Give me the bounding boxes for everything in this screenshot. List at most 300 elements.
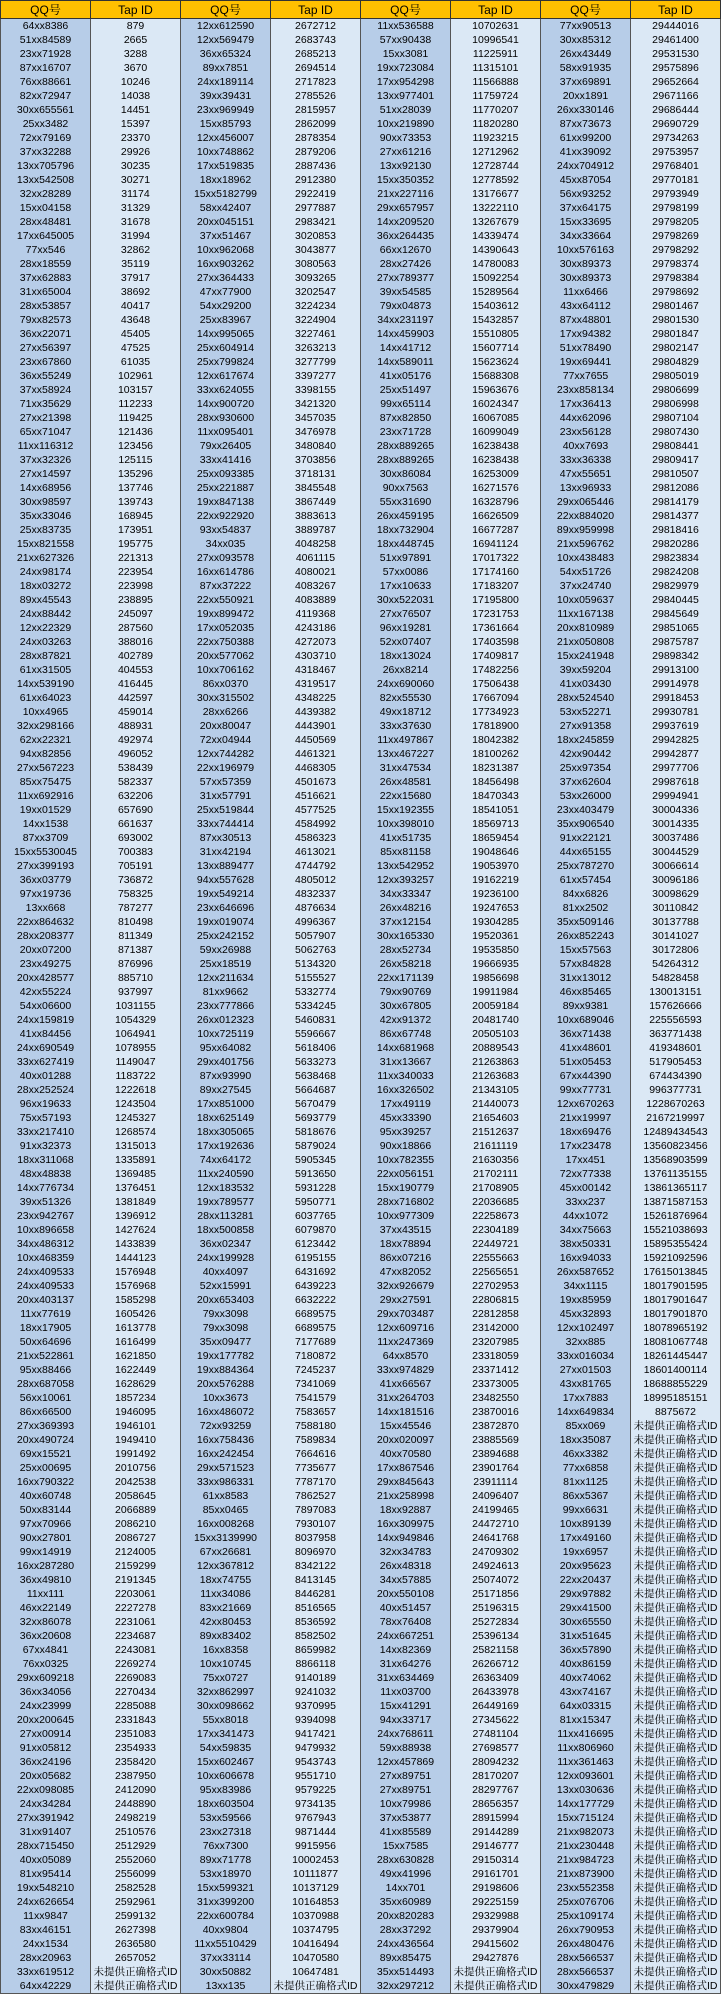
qq-cell: 24xx1534 (1, 1937, 91, 1951)
qq-cell: 30xx98597 (1, 495, 91, 509)
tapid-cell: 28656357 (451, 1797, 541, 1811)
qq-cell: 87xx3709 (1, 831, 91, 845)
tapid-cell: 13871587153 (631, 1195, 721, 1209)
tapid-cell: 5618406 (271, 1041, 361, 1055)
qq-cell: 24xx690060 (361, 677, 451, 691)
tapid-cell: 26433978 (451, 1685, 541, 1699)
qq-cell: 24xx704912 (541, 159, 631, 173)
qq-cell: 20xx05682 (1, 1769, 91, 1783)
tapid-cell: 1396912 (91, 1209, 181, 1223)
tapid-cell: 未提供正确格式ID (631, 1685, 721, 1699)
qq-cell: 12xx569479 (181, 33, 271, 47)
qq-cell: 21xx227116 (361, 187, 451, 201)
qq-cell: 28xx18559 (1, 257, 91, 271)
tapid-cell: 14780083 (451, 257, 541, 271)
tapid-cell: 2066889 (91, 1503, 181, 1517)
table-row (1, 649, 721, 663)
qq-cell: 28xx6266 (181, 705, 271, 719)
qq-cell: 87xx16707 (1, 61, 91, 75)
tapid-cell: 29820286 (631, 537, 721, 551)
header-qq-2: QQ号 (181, 1, 271, 19)
qq-cell: 15xx190779 (361, 1181, 451, 1195)
tapid-cell: 未提供正确格式ID (631, 1419, 721, 1433)
tapid-cell: 10111877 (271, 1867, 361, 1881)
qq-cell: 21xx230448 (541, 1839, 631, 1853)
qq-cell: 31xx399200 (181, 1895, 271, 1909)
qq-cell: 30xx655561 (1, 103, 91, 117)
qq-cell: 16xx8358 (181, 1643, 271, 1657)
qq-cell: 31xx47534 (361, 761, 451, 775)
table-row (1, 187, 721, 201)
tapid-cell: 17667094 (451, 691, 541, 705)
tapid-cell: 1433839 (91, 1237, 181, 1251)
qq-cell: 36xx03779 (1, 873, 91, 887)
table-row (1, 1195, 721, 1209)
qq-cell: 91xx05812 (1, 1741, 91, 1755)
qq-cell: 30xx165330 (361, 929, 451, 943)
tapid-cell: 876996 (91, 957, 181, 971)
table-row (1, 1839, 721, 1853)
qq-cell: 27xx76507 (361, 607, 451, 621)
tapid-cell: 2685213 (271, 47, 361, 61)
tapid-cell: 18081067748 (631, 1335, 721, 1349)
qq-cell: 40xx70580 (361, 1447, 451, 1461)
table-row (1, 1265, 721, 1279)
tapid-cell: 287560 (91, 621, 181, 635)
tapid-cell: 3670 (91, 61, 181, 75)
tapid-cell: 未提供正确格式ID (631, 1643, 721, 1657)
qq-cell: 14xx681968 (361, 1041, 451, 1055)
qq-cell: 14xx82369 (361, 1643, 451, 1657)
qq-cell: 21xx050808 (541, 635, 631, 649)
qq-cell: 56xx93252 (541, 187, 631, 201)
tapid-cell: 9140189 (271, 1671, 361, 1685)
qq-cell: 19xx548210 (1, 1881, 91, 1895)
qq-cell: 31xx91407 (1, 1825, 91, 1839)
table-row (1, 859, 721, 873)
qq-cell: 17xx94382 (541, 327, 631, 341)
tapid-cell: 4083889 (271, 593, 361, 607)
tapid-cell: 3224234 (271, 299, 361, 313)
tapid-cell: 2159299 (91, 1559, 181, 1573)
tapid-cell: 29798692 (631, 285, 721, 299)
qq-cell: 24xx667251 (361, 1629, 451, 1643)
tapid-cell: 388016 (91, 635, 181, 649)
tapid-cell: 2665 (91, 33, 181, 47)
tapid-cell: 2331843 (91, 1713, 181, 1727)
qq-cell: 75xx0727 (181, 1671, 271, 1685)
qq-cell: 18xx17905 (1, 1321, 91, 1335)
qq-cell: 61xx8583 (181, 1489, 271, 1503)
tapid-cell: 758325 (91, 887, 181, 901)
tapid-cell: 28297767 (451, 1783, 541, 1797)
tapid-cell: 2498219 (91, 1811, 181, 1825)
tapid-cell: 15521038693 (631, 1223, 721, 1237)
table-row (1, 1755, 721, 1769)
tapid-cell: 未提供正确格式ID (631, 1559, 721, 1573)
qq-cell: 17xx23478 (541, 1139, 631, 1153)
qq-cell: 33xx986331 (181, 1475, 271, 1489)
qq-cell: 28xx53857 (1, 299, 91, 313)
qq-cell: 25xx221887 (181, 481, 271, 495)
tapid-cell: 30271 (91, 173, 181, 187)
qq-cell: 11xx536588 (361, 19, 451, 34)
qq-cell: 28xx48481 (1, 215, 91, 229)
qq-cell: 93xx54837 (181, 523, 271, 537)
tapid-cell: 3227461 (271, 327, 361, 341)
tapid-cell: 未提供正确格式ID (631, 1825, 721, 1839)
qq-cell: 16xx309975 (361, 1517, 451, 1531)
table-row (1, 1405, 721, 1419)
tapid-cell: 未提供正确格式ID (631, 1461, 721, 1475)
tapid-cell: 29768401 (631, 159, 721, 173)
tapid-cell: 30098629 (631, 887, 721, 901)
qq-cell: 20xx576288 (181, 1377, 271, 1391)
tapid-cell: 14390643 (451, 243, 541, 257)
tapid-cell: 31329 (91, 201, 181, 215)
qq-cell: 17xx10633 (361, 579, 451, 593)
qq-cell: 13xx705796 (1, 159, 91, 173)
tapid-cell: 5334245 (271, 999, 361, 1013)
qq-cell: 64xx03315 (541, 1699, 631, 1713)
qq-cell: 23xx71928 (1, 47, 91, 61)
tapid-cell: 8446281 (271, 1587, 361, 1601)
tapid-cell: 22449721 (451, 1237, 541, 1251)
tapid-cell: 23318059 (451, 1349, 541, 1363)
table-row (1, 943, 721, 957)
tapid-cell: 54828458 (631, 971, 721, 985)
qq-cell: 17xx954298 (361, 75, 451, 89)
tapid-cell: 30110842 (631, 901, 721, 915)
qq-cell: 20xx428577 (1, 971, 91, 985)
table-row (1, 551, 721, 565)
tapid-cell: 6195155 (271, 1251, 361, 1265)
table-row (1, 1685, 721, 1699)
table-row (1, 761, 721, 775)
qq-cell: 28xx687058 (1, 1377, 91, 1391)
qq-cell: 39xx39431 (181, 89, 271, 103)
qq-cell: 51xx28039 (361, 103, 451, 117)
tapid-cell: 488931 (91, 719, 181, 733)
qq-cell: 23xx646696 (181, 901, 271, 915)
table-row (1, 439, 721, 453)
tapid-cell: 21512637 (451, 1125, 541, 1139)
qq-cell: 26xx8214 (361, 663, 451, 677)
qq-cell: 26xx480476 (541, 1937, 631, 1951)
qq-cell: 30xx89373 (541, 271, 631, 285)
tapid-cell: 9767943 (271, 1811, 361, 1825)
tapid-cell: 29898342 (631, 649, 721, 663)
qq-cell: 74xx64172 (181, 1153, 271, 1167)
table-row (1, 397, 721, 411)
qq-cell: 41xx03430 (541, 677, 631, 691)
tapid-cell: 4272073 (271, 635, 361, 649)
tapid-cell: 459014 (91, 705, 181, 719)
tapid-cell: 1576948 (91, 1265, 181, 1279)
tapid-cell: 4319517 (271, 677, 361, 691)
qq-cell: 12xx612590 (181, 19, 271, 34)
qq-cell: 31xx13667 (361, 1055, 451, 1069)
tapid-cell: 517905453 (631, 1055, 721, 1069)
qq-cell: 31xx634469 (361, 1671, 451, 1685)
qq-cell: 22xx922920 (181, 509, 271, 523)
qq-cell: 30xx522031 (361, 593, 451, 607)
tapid-cell: 未提供正确格式ID (631, 1489, 721, 1503)
qq-cell: 87xx48801 (541, 313, 631, 327)
tapid-cell: 22555663 (451, 1251, 541, 1265)
qq-cell: 64xx8570 (361, 1349, 451, 1363)
tapid-cell: 24709302 (451, 1545, 541, 1559)
tapid-cell: 17174160 (451, 565, 541, 579)
tapid-cell: 24199465 (451, 1503, 541, 1517)
tapid-cell: 2086727 (91, 1531, 181, 1545)
qq-cell: 40xx9804 (181, 1923, 271, 1937)
table-row (1, 1965, 721, 1979)
tapid-cell: 173951 (91, 523, 181, 537)
qq-cell: 24xx23999 (1, 1699, 91, 1713)
qq-cell: 56xx10061 (1, 1391, 91, 1405)
tapid-cell: 19236100 (451, 887, 541, 901)
table-row (1, 1643, 721, 1657)
qq-cell: 28xx52734 (361, 943, 451, 957)
table-row (1, 243, 721, 257)
qq-cell: 20xx200645 (1, 1713, 91, 1727)
qq-cell: 62xx22321 (1, 733, 91, 747)
qq-cell: 28xx20963 (1, 1951, 91, 1965)
tapid-cell: 1622449 (91, 1363, 181, 1377)
tapid-cell: 2683743 (271, 33, 361, 47)
table-row (1, 411, 721, 425)
table-row (1, 1167, 721, 1181)
qq-cell: 87xx82850 (361, 411, 451, 425)
tapid-cell: 1243504 (91, 1097, 181, 1111)
tapid-cell: 5062763 (271, 943, 361, 957)
tapid-cell: 15510805 (451, 327, 541, 341)
tapid-cell: 3202547 (271, 285, 361, 299)
tapid-cell: 17017322 (451, 551, 541, 565)
qq-cell: 22xx056151 (361, 1167, 451, 1181)
table-row (1, 1461, 721, 1475)
tapid-cell: 4584992 (271, 817, 361, 831)
tapid-cell: 7177689 (271, 1335, 361, 1349)
table-row (1, 593, 721, 607)
tapid-cell: 1613778 (91, 1321, 181, 1335)
qq-cell: 32xx34783 (361, 1545, 451, 1559)
qq-cell: 31xx65004 (1, 285, 91, 299)
qq-cell: 28xx524540 (541, 691, 631, 705)
qq-cell: 25xx519844 (181, 803, 271, 817)
qq-cell: 25xx799824 (181, 355, 271, 369)
tapid-cell: 1621850 (91, 1349, 181, 1363)
tapid-cell: 29793949 (631, 187, 721, 201)
tapid-cell: 18261445447 (631, 1349, 721, 1363)
tapid-cell: 29150314 (451, 1853, 541, 1867)
tapid-cell: 29144289 (451, 1825, 541, 1839)
qq-cell: 11xx416695 (541, 1727, 631, 1741)
tapid-cell: 1946095 (91, 1405, 181, 1419)
tapid-cell: 29807104 (631, 411, 721, 425)
tapid-cell: 17403598 (451, 635, 541, 649)
tapid-cell: 5638468 (271, 1069, 361, 1083)
tapid-cell: 2387950 (91, 1769, 181, 1783)
tapid-cell: 5913650 (271, 1167, 361, 1181)
tapid-cell: 未提供正确格式ID (631, 1587, 721, 1601)
table-row (1, 1139, 721, 1153)
qq-cell: 28xx566537 (541, 1951, 631, 1965)
tapid-cell: 5664687 (271, 1083, 361, 1097)
qq-cell: 46xx3382 (541, 1447, 631, 1461)
tapid-cell: 21611119 (451, 1139, 541, 1153)
tapid-cell: 9734135 (271, 1797, 361, 1811)
tapid-cell: 47525 (91, 341, 181, 355)
qq-cell: 52xx15991 (181, 1279, 271, 1293)
qq-cell: 25xx109174 (541, 1909, 631, 1923)
tapid-cell: 4048258 (271, 537, 361, 551)
tapid-cell: 7735677 (271, 1461, 361, 1475)
qq-cell: 26xx012323 (181, 1013, 271, 1027)
table-row (1, 1377, 721, 1391)
tapid-cell: 13568903599 (631, 1153, 721, 1167)
tapid-cell: 30141027 (631, 929, 721, 943)
qq-cell: 48xx48838 (1, 1167, 91, 1181)
table-row (1, 1573, 721, 1587)
tapid-cell: 29798269 (631, 229, 721, 243)
qq-cell: 27xx89751 (361, 1783, 451, 1797)
qq-cell: 21xx522861 (1, 1349, 91, 1363)
tapid-cell: 1857234 (91, 1391, 181, 1405)
qq-cell: 67xx26681 (181, 1545, 271, 1559)
tapid-cell: 23142000 (451, 1321, 541, 1335)
qq-cell: 91xx22121 (541, 831, 631, 845)
qq-cell: 24xx626654 (1, 1895, 91, 1909)
tapid-cell: 5057907 (271, 929, 361, 943)
tapid-cell: 10374795 (271, 1923, 361, 1937)
qq-cell: 12xx367812 (181, 1559, 271, 1573)
tapid-cell: 223954 (91, 565, 181, 579)
qq-cell: 15xx33695 (541, 215, 631, 229)
qq-cell: 26xx330146 (541, 103, 631, 117)
qq-cell: 43xx81765 (541, 1377, 631, 1391)
table-row (1, 61, 721, 75)
tapid-cell: 9579225 (271, 1783, 361, 1797)
tapid-cell: 10647481 (271, 1965, 361, 1979)
tapid-cell: 19247653 (451, 901, 541, 915)
qq-cell: 37xx43515 (361, 1223, 451, 1237)
tapid-cell: 18601400114 (631, 1363, 721, 1377)
tapid-cell: 19520361 (451, 929, 541, 943)
qq-cell: 51xx05453 (541, 1055, 631, 1069)
tapid-cell: 3288 (91, 47, 181, 61)
table-row (1, 957, 721, 971)
tapid-cell: 25074072 (451, 1573, 541, 1587)
qq-cell: 40xx4097 (181, 1265, 271, 1279)
qq-cell: 16xx242454 (181, 1447, 271, 1461)
tapid-cell: 7897083 (271, 1503, 361, 1517)
qq-cell: 46xx22149 (1, 1601, 91, 1615)
table-row (1, 999, 721, 1013)
tapid-cell: 27345622 (451, 1713, 541, 1727)
tapid-cell: 2270434 (91, 1685, 181, 1699)
table-row (1, 901, 721, 915)
tapid-cell: 3093265 (271, 271, 361, 285)
qq-cell: 89xx45543 (1, 593, 91, 607)
qq-cell: 33xx619512 (1, 1965, 91, 1979)
qq-cell: 14xx459903 (361, 327, 451, 341)
tapid-cell: 21630356 (451, 1153, 541, 1167)
tapid-cell: 4577525 (271, 803, 361, 817)
qq-cell: 24xx88442 (1, 607, 91, 621)
tapid-cell: 402789 (91, 649, 181, 663)
table-row (1, 1797, 721, 1811)
tapid-cell: 2231061 (91, 1615, 181, 1629)
tapid-cell: 1078955 (91, 1041, 181, 1055)
qq-cell: 95xx64082 (181, 1041, 271, 1055)
tapid-cell: 22565651 (451, 1265, 541, 1279)
table-row (1, 915, 721, 929)
qq-cell: 16xx903262 (181, 257, 271, 271)
tapid-cell: 29329988 (451, 1909, 541, 1923)
tapid-cell: 5155527 (271, 971, 361, 985)
tapid-cell: 9241032 (271, 1685, 361, 1699)
qq-cell: 10xx438483 (541, 551, 631, 565)
tapid-cell: 632206 (91, 789, 181, 803)
tapid-cell: 8037958 (271, 1531, 361, 1545)
qq-cell: 35xx509146 (541, 915, 631, 929)
qq-cell: 87xx93990 (181, 1069, 271, 1083)
qq-cell: 33xx744414 (181, 817, 271, 831)
qq-cell: 37xx62604 (541, 775, 631, 789)
qq-cell: 11xx9847 (1, 1909, 91, 1923)
tapid-cell: 2627398 (91, 1923, 181, 1937)
qq-cell: 26xx587652 (541, 1265, 631, 1279)
qq-cell: 14xx649834 (541, 1405, 631, 1419)
tapid-cell: 2285088 (91, 1699, 181, 1713)
qq-cell: 14xx589011 (361, 355, 451, 369)
qq-cell: 41xx48601 (541, 1041, 631, 1055)
qq-cell: 24xx690549 (1, 1041, 91, 1055)
tapid-cell: 2191345 (91, 1573, 181, 1587)
qq-cell: 21xx984723 (541, 1853, 631, 1867)
tapid-cell: 23482550 (451, 1391, 541, 1405)
qq-cell: 33xx37630 (361, 719, 451, 733)
qq-cell: 67xx4841 (1, 1643, 91, 1657)
qq-cell: 11xx361463 (541, 1755, 631, 1769)
qq-cell: 35xx09477 (181, 1335, 271, 1349)
qq-cell: 23xx27318 (181, 1825, 271, 1839)
tapid-cell: 6689575 (271, 1307, 361, 1321)
table-row (1, 1041, 721, 1055)
qq-cell: 28xx208377 (1, 929, 91, 943)
table-row (1, 369, 721, 383)
table-row (1, 1881, 721, 1895)
tapid-cell: 20505103 (451, 1027, 541, 1041)
qq-cell: 19xx549214 (181, 887, 271, 901)
qq-cell: 95xx39257 (361, 1125, 451, 1139)
table-row (1, 467, 721, 481)
tapid-cell: 18569713 (451, 817, 541, 831)
qq-cell: 11xx095401 (181, 425, 271, 439)
tapid-cell: 1149047 (91, 1055, 181, 1069)
qq-cell: 29xx657957 (361, 201, 451, 215)
qq-cell: 20xx045151 (181, 215, 271, 229)
tapid-cell: 5693779 (271, 1111, 361, 1125)
tapid-cell: 未提供正确格式ID (631, 1755, 721, 1769)
tapid-cell: 35119 (91, 257, 181, 271)
tapid-cell: 未提供正确格式ID (631, 1853, 721, 1867)
tapid-cell: 13222110 (451, 201, 541, 215)
qq-cell: 16xx287280 (1, 1559, 91, 1573)
tapid-cell: 137746 (91, 481, 181, 495)
